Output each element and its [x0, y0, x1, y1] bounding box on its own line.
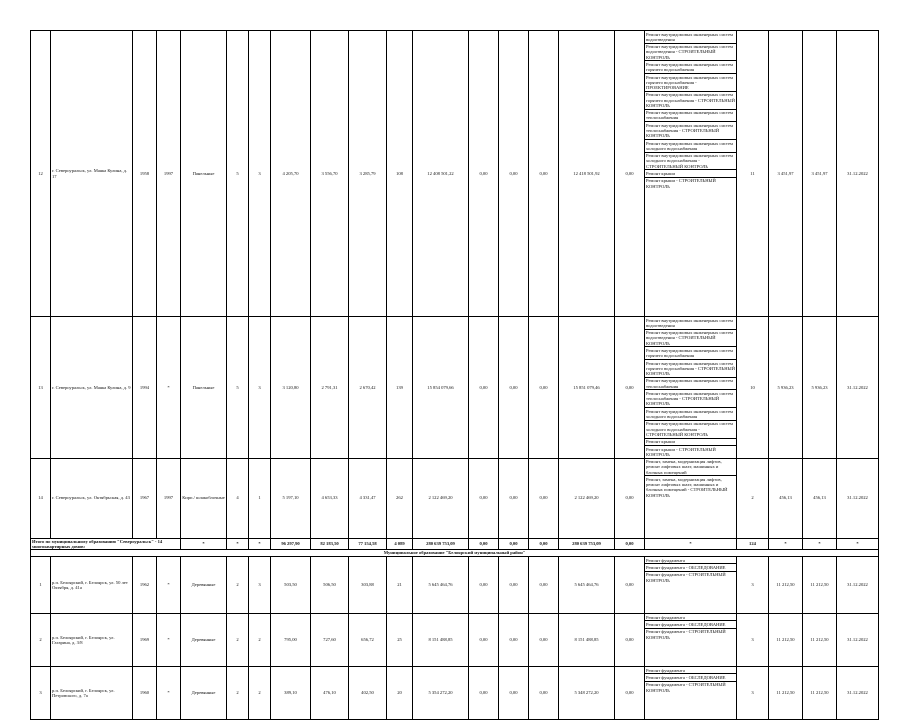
wall-material-cell: Панельные [181, 317, 227, 459]
deadline-cell: 31.12.2022 [837, 666, 879, 719]
address-cell: г. Североуральск, ул. Маяка Кулина, д. 9 [51, 317, 133, 459]
work-item: Ремонт фундамента - СТРОИТЕЛЬНЫЙ КОНТРОЛЬ [646, 682, 726, 693]
wall-material-cell: Деревянные [181, 556, 227, 613]
table-row [31, 556, 879, 613]
area-premises-cell: 506,50 [311, 556, 349, 613]
work-item: Ремонт крыши - СТРОИТЕЛЬНЫЙ КОНТРОЛЬ [646, 446, 716, 457]
deadline-cell: 31.12.2022 [837, 556, 879, 613]
work-item: Ремонт внутридомовых инженерных систем горячего водоснабжения - СТРОИТЕЛЬНЫЙ КОНТРОЛЬ [646, 92, 735, 108]
year-built-cell: 1958 [133, 31, 157, 317]
area-premises-cell: 476,10 [311, 666, 349, 719]
unit-cost-cell: 11 212,50 [769, 556, 803, 613]
fund-local-cell: 0,00 [529, 613, 559, 666]
total-residents: 4 089 [387, 538, 413, 549]
floors-cell: 4 [227, 458, 249, 538]
entrances-cell: 2 [249, 613, 271, 666]
residents-cell: 108 [387, 31, 413, 317]
year-built-cell: 1962 [133, 556, 157, 613]
total-fund-owners: 280 639 753,09 [559, 538, 615, 549]
fund-other-cell: 0,00 [615, 31, 645, 317]
row-number: 2 [31, 613, 51, 666]
works-count-cell: 2 [737, 458, 769, 538]
area-total-cell: 5 197,10 [271, 458, 311, 538]
works-list-cell [645, 556, 737, 613]
work-item: Ремонт внутридомовых инженерных систем холодного водоснабжения [645, 140, 736, 153]
year-built-cell: 1994 [133, 317, 157, 459]
work-item: Ремонт внутридомовых инженерных систем теплоснабжения [645, 378, 736, 391]
entrances-cell: 3 [249, 556, 271, 613]
total-unit-cost: * [769, 538, 803, 549]
area-total-cell: 389,10 [271, 666, 311, 719]
work-item: Ремонт внутридомовых инженерных систем холодного водоснабжения - СТРОИТЕЛЬНЫЙ КОНТРОЛЬ [645, 421, 736, 439]
work-item: Ремонт фундамента [645, 667, 736, 674]
address-cell: р.п. Белоярский, г. Белоярск, ул. Гагарина, д. 3/8 [51, 613, 133, 666]
work-item: Ремонт внутридомовых инженерных систем теплоснабжения - СТРОИТЕЛЬНЫЙ КОНТРОЛЬ [645, 390, 736, 408]
fund-other-cell: 0,00 [615, 613, 645, 666]
work-item: Ремонт внутридомовых инженерных систем холодного водоснабжения [645, 408, 736, 421]
address-cell: г. Североуральск, ул. Маяка Кулина, д. 17 [51, 31, 133, 317]
fund-local-cell: 0,00 [529, 556, 559, 613]
total-fund-c: 0,00 [529, 538, 559, 549]
cost-total-cell: 5 354 272,20 [413, 666, 469, 719]
year-overhaul-cell: * [157, 666, 181, 719]
max-cost-cell: 11 212,50 [803, 613, 837, 666]
address-cell: р.п. Белоярский, г. Белоярск, ул. 50 лет Октября, д. 41а [51, 556, 133, 613]
total-works-count: 124 [737, 538, 769, 549]
total-c3: * [249, 538, 271, 549]
works-count-cell: 10 [737, 317, 769, 459]
works-list-cell [645, 317, 737, 459]
works-count-cell: 11 [737, 31, 769, 317]
fund-federal-cell: 0,00 [469, 31, 499, 317]
year-overhaul-cell: 1997 [157, 31, 181, 317]
works-list-cell [645, 31, 737, 317]
area-living-cell: 3 285,79 [349, 31, 387, 317]
work-item: Ремонт фундамента - ОБСЛЕДОВАНИЕ [645, 621, 736, 628]
fund-regional-cell: 0,00 [499, 317, 529, 459]
fund-owners-cell: 12 418 501,92 [559, 31, 615, 317]
fund-regional-cell: 0,00 [499, 613, 529, 666]
work-item: Ремонт внутридомовых инженерных систем водоотведения [645, 317, 736, 330]
unit-cost-cell: 456,13 [769, 458, 803, 538]
work-item: Ремонт фундамента - ОБСЛЕДОВАНИЕ [645, 674, 736, 681]
deadline-cell: 31.12.2022 [837, 31, 879, 317]
row-number: 3 [31, 666, 51, 719]
fund-local-cell: 0,00 [529, 317, 559, 459]
work-item: Ремонт фундамента - ОБСЛЕДОВАНИЕ [645, 564, 736, 571]
fund-other-cell: 0,00 [615, 556, 645, 613]
table-row [31, 31, 879, 317]
fund-federal-cell: 0,00 [469, 317, 499, 459]
unit-cost-cell: 5 936,23 [769, 317, 803, 459]
municipality-title: Муниципальное образование "Белоярский муниципальный район" [31, 549, 879, 556]
works-count-cell: 3 [737, 613, 769, 666]
entrances-cell: 3 [249, 317, 271, 459]
work-item: Ремонт внутридомовых инженерных систем горячего водоснабжения [645, 61, 736, 74]
work-item: Ремонт внутридомовых инженерных систем горячего водоснабжения [645, 347, 736, 360]
works-count-cell: 3 [737, 666, 769, 719]
total-area-all: 82 183,50 [311, 538, 349, 549]
residents-cell: 25 [387, 613, 413, 666]
work-item: Ремонт внутридомовых инженерных систем теплоснабжения - СТРОИТЕЛЬНЫЙ КОНТРОЛЬ [645, 122, 736, 140]
row-number: 14 [31, 458, 51, 538]
work-item: Ремонт внутридомовых инженерных систем водоотведения - СТРОИТЕЛЬНЫЙ КОНТРОЛЬ [645, 44, 736, 62]
table-row [31, 666, 879, 719]
area-living-cell: 402,50 [349, 666, 387, 719]
area-total-cell: 503,50 [271, 556, 311, 613]
fund-other-cell: 0,00 [615, 666, 645, 719]
year-built-cell: 1967 [133, 458, 157, 538]
residents-cell: 20 [387, 666, 413, 719]
year-built-cell: 1960 [133, 666, 157, 719]
cost-total-cell: 15 854 079,66 [413, 317, 469, 459]
fund-owners-cell: 5 645 464,76 [559, 556, 615, 613]
deadline-cell: 31.12.2022 [837, 458, 879, 538]
wall-material-cell: Панельные [181, 31, 227, 317]
area-premises-cell: 2 791,31 [311, 317, 349, 459]
total-area-total: 96 297,90 [271, 538, 311, 549]
wall-material-cell: Кирп./ шлакоблочные [181, 458, 227, 538]
work-item: Ремонт крыши - СТРОИТЕЛЬНЫЙ КОНТРОЛЬ [646, 178, 716, 189]
area-premises-cell: 3 556,70 [311, 31, 349, 317]
fund-local-cell: 0,00 [529, 31, 559, 317]
fund-regional-cell: 0,00 [499, 458, 529, 538]
row-number: 12 [31, 31, 51, 317]
work-item: Ремонт крыши [645, 439, 736, 446]
work-item: Ремонт фундамента - СТРОИТЕЛЬНЫЙ КОНТРОЛЬ [646, 572, 726, 583]
total-deadline: * [837, 538, 879, 549]
total-area-living: 77 154,58 [349, 538, 387, 549]
deadline-cell: 31.12.2022 [837, 317, 879, 459]
wall-material-cell: Деревянные [181, 666, 227, 719]
fund-regional-cell: 0,00 [499, 666, 529, 719]
deadline-cell: 31.12.2022 [837, 613, 879, 666]
unit-cost-cell: 11 212,50 [769, 613, 803, 666]
total-fund-a: 0,00 [469, 538, 499, 549]
fund-local-cell: 0,00 [529, 458, 559, 538]
fund-regional-cell: 0,00 [499, 31, 529, 317]
total-label: Итого по муниципальному образованию "Североуральск" - 14 многоквартирных домов: [31, 538, 181, 549]
year-overhaul-cell: 1997 [157, 458, 181, 538]
area-living-cell: 2 670,42 [349, 317, 387, 459]
fund-owners-cell: 5 348 272,20 [559, 666, 615, 719]
total-works: * [645, 538, 737, 549]
works-list-cell [645, 458, 737, 538]
work-item: Ремонт внутридомовых инженерных систем водоотведения - СТРОИТЕЛЬНЫЙ КОНТРОЛЬ [645, 330, 736, 348]
floors-cell: 5 [227, 31, 249, 317]
year-built-cell: 1969 [133, 613, 157, 666]
work-item: Ремонт, замена, модернизация лифтов, ремонт лифтовых шахт, машинных и блочных помещений - СТРОИТЕЛЬНЫЙ КОНТРОЛЬ [646, 476, 728, 498]
area-total-cell: 3 120,80 [271, 317, 311, 459]
total-c1: * [181, 538, 227, 549]
area-living-cell: 656,72 [349, 613, 387, 666]
unit-cost-cell: 11 212,50 [769, 666, 803, 719]
entrances-cell: 3 [249, 31, 271, 317]
fund-other-cell: 0,00 [615, 317, 645, 459]
area-premises-cell: 727,60 [311, 613, 349, 666]
fund-federal-cell: 0,00 [469, 458, 499, 538]
max-cost-cell: 456,13 [803, 458, 837, 538]
area-living-cell: 4 331,47 [349, 458, 387, 538]
row-number: 1 [31, 556, 51, 613]
municipality-row [31, 549, 879, 556]
work-item: Ремонт внутридомовых инженерных систем горячего водоснабжения - ПРОЕКТИРОВАНИЕ [645, 74, 736, 92]
total-max-cost: * [803, 538, 837, 549]
floors-cell: 2 [227, 666, 249, 719]
table-row [31, 458, 879, 538]
works-list-cell [645, 666, 737, 719]
wall-material-cell: Деревянные [181, 613, 227, 666]
work-item: Ремонт внутридомовых инженерных систем горячего водоснабжения - СТРОИТЕЛЬНЫЙ КОНТРОЛЬ [646, 360, 735, 376]
residents-cell: 262 [387, 458, 413, 538]
total-c2: * [227, 538, 249, 549]
year-overhaul-cell: * [157, 613, 181, 666]
fund-owners-cell: 8 151 488,85 [559, 613, 615, 666]
fund-other-cell: 0,00 [615, 458, 645, 538]
area-premises-cell: 4 653,33 [311, 458, 349, 538]
table-row [31, 317, 879, 459]
max-cost-cell: 3 451,97 [803, 31, 837, 317]
unit-cost-cell: 3 451,97 [769, 31, 803, 317]
residents-cell: 139 [387, 317, 413, 459]
fund-local-cell: 0,00 [529, 666, 559, 719]
work-item: Ремонт внутридомовых инженерных систем водоотведения [645, 31, 736, 44]
cost-total-cell: 8 151 488,85 [413, 613, 469, 666]
entrances-cell: 2 [249, 666, 271, 719]
total-fund-b: 0,00 [499, 538, 529, 549]
fund-owners-cell: 2 122 469,20 [559, 458, 615, 538]
fund-federal-cell: 0,00 [469, 556, 499, 613]
work-item: Ремонт крыши [645, 170, 736, 177]
total-cost-total: 280 639 753,09 [413, 538, 469, 549]
year-overhaul-cell: * [157, 317, 181, 459]
work-item: Ремонт фундамента - СТРОИТЕЛЬНЫЙ КОНТРОЛЬ [646, 629, 726, 640]
area-total-cell: 795,00 [271, 613, 311, 666]
area-living-cell: 303,88 [349, 556, 387, 613]
work-item: Ремонт фундамента [645, 614, 736, 621]
work-item: Ремонт фундамента [645, 557, 736, 564]
row-number: 13 [31, 317, 51, 459]
cost-total-cell: 5 645 464,76 [413, 556, 469, 613]
cost-total-cell: 12 408 501,22 [413, 31, 469, 317]
floors-cell: 2 [227, 556, 249, 613]
total-fund-other: 0,00 [615, 538, 645, 549]
year-overhaul-cell: * [157, 556, 181, 613]
works-count-cell: 3 [737, 556, 769, 613]
work-item: Ремонт внутридомовых инженерных систем холодного водоснабжения - СТРОИТЕЛЬНЫЙ КОНТРОЛЬ [645, 153, 736, 171]
fund-federal-cell: 0,00 [469, 666, 499, 719]
work-item: Ремонт внутридомовых инженерных систем теплоснабжения [645, 110, 736, 123]
overhaul-program-table [30, 30, 879, 720]
max-cost-cell: 11 212,50 [803, 666, 837, 719]
max-cost-cell: 11 212,50 [803, 556, 837, 613]
work-item: Ремонт, замена, модернизация лифтов, ремонт лифтовых шахт, машинных и блочных помещений [645, 459, 736, 477]
fund-regional-cell: 0,00 [499, 556, 529, 613]
total-row [31, 538, 879, 549]
address-cell: р.п. Белоярский, г. Белоярск, ул. Петровского, д. 7а [51, 666, 133, 719]
area-total-cell: 4 205,70 [271, 31, 311, 317]
residents-cell: 21 [387, 556, 413, 613]
fund-owners-cell: 15 851 079,46 [559, 317, 615, 459]
entrances-cell: 1 [249, 458, 271, 538]
floors-cell: 2 [227, 613, 249, 666]
fund-federal-cell: 0,00 [469, 613, 499, 666]
max-cost-cell: 5 936,23 [803, 317, 837, 459]
address-cell: г. Североуральск, ул. Октябрьская, д. 43 [51, 458, 133, 538]
floors-cell: 5 [227, 317, 249, 459]
cost-total-cell: 2 122 469,20 [413, 458, 469, 538]
